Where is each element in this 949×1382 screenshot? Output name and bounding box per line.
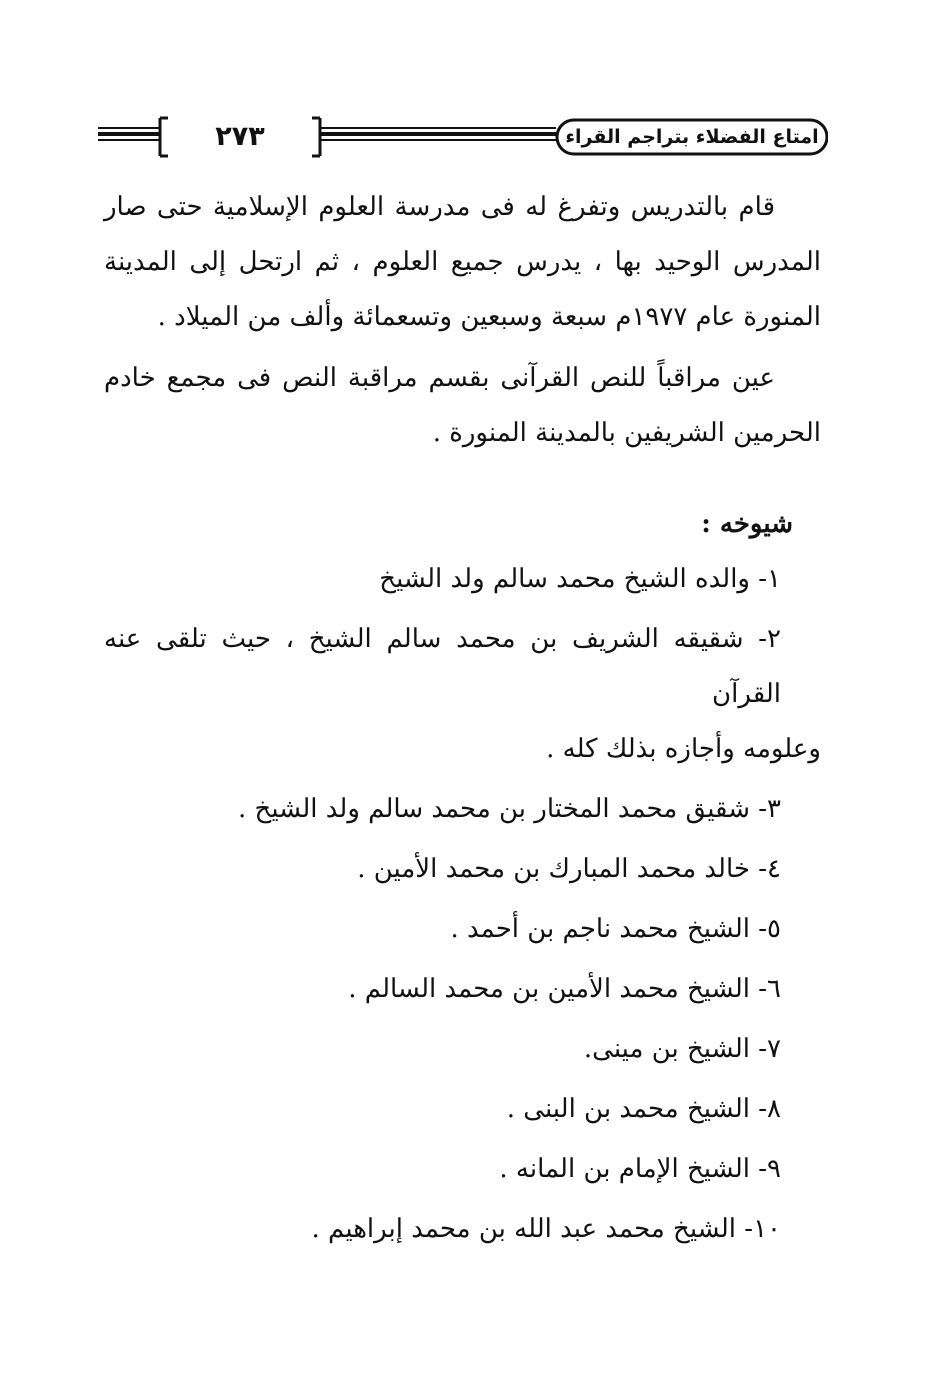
teachers-list <box>104 552 821 1257</box>
paragraph-appointment <box>104 351 821 461</box>
list-item: ٣- شقيق محمد المختار بن محمد سالم ولد الشيخ . <box>238 794 781 824</box>
paragraph-appointment-text: عين مراقباً للنص القرآنى بقسم مراقبة النص فى مجمع خادم الحرمين الشريفين بالمدينة المنورة . <box>104 363 821 448</box>
list-item: ٦- الشيخ محمد الأمين بن محمد السالم . <box>348 974 781 1004</box>
list-item: ٩- الشيخ الإمام بن المانه . <box>499 1154 781 1184</box>
list-item-continuation: وعلومه وأجازه بذلك كله . <box>546 734 821 764</box>
list-item: ٤- خالد محمد المبارك بن محمد الأمين . <box>357 854 781 884</box>
running-header <box>98 114 828 162</box>
paragraph-teaching-text: قام بالتدريس وتفرغ له فى مدرسة العلوم الإسلامية حتى صار المدرس الوحيد بها ، يدرس جميع العلوم ، ثم ارتحل إلى المدينة المنورة عام ١٩٧٧م سبعة وسبعين وتسعمائة وألف من الميلاد . <box>104 192 821 332</box>
page-number: ٢٧٣ <box>215 120 265 152</box>
list-item: ٨- الشيخ محمد بن البنى . <box>506 1094 781 1124</box>
list-item-text: ٢- شقيقه الشريف بن محمد سالم الشيخ ، حيث تلقى عنه القرآن <box>104 624 781 709</box>
list-item: ١٠- الشيخ محمد عبد الله بن محمد إبراهيم . <box>311 1214 781 1244</box>
paragraph-teaching <box>104 180 821 345</box>
page-body <box>104 180 821 1262</box>
list-item <box>104 612 821 777</box>
list-item: ٥- الشيخ محمد ناجم بن أحمد . <box>450 914 781 944</box>
list-item: ٧- الشيخ بن مينى. <box>583 1034 781 1064</box>
section-heading-teachers: شيوخه : <box>701 509 793 539</box>
list-item: ١- والده الشيخ محمد سالم ولد الشيخ <box>379 564 781 594</box>
running-title: امتاع الفضلاء بتراجم القراء <box>565 126 819 148</box>
